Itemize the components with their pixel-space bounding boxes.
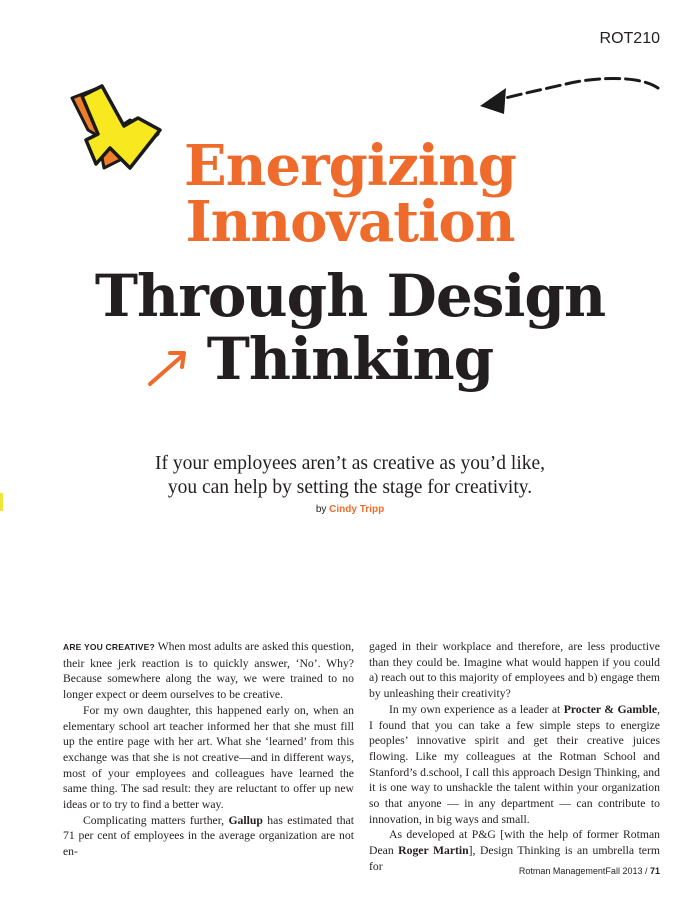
subtitle: If your employees aren’t as creative as you’d like, you can help by setting the stage for creativity.: [154, 453, 546, 498]
author-name: Cindy Tripp: [329, 504, 385, 515]
body-column-1: ARE YOU CREATIVE? When most adults are asked this question, their knee jerk reaction is to quickly answer, ‘No’. Why? Because somewhere along the way, we were trained to no longer expect or deem ourselves to be creative. For my own daughter, this happened early on, when an elementary school art teacher informed her that she must fill up the entire page with her art. What she ‘learned’ from this exchange was that she is not creative—and in different ways, most of your employees and colleagues have learned the same thing. The sad result: they are reluctant to offer up new ideas or to try to find a better way. Complicating matters further, Gallup has estimated that 71 per cent of employees in the average organization are not en-: [63, 640, 355, 859]
lead-in: ARE YOU CREATIVE?: [63, 642, 155, 652]
title-line-2: Innovation: [185, 189, 515, 255]
page-number: 71: [649, 866, 660, 876]
title-line-1: Energizing: [184, 133, 516, 199]
byline: by Cindy Tripp: [315, 504, 385, 515]
curved-dashed-arrow-icon: [470, 64, 670, 124]
page-footer: Rotman ManagementFall 2013 / 71: [518, 866, 660, 876]
title-line-3: Through Design: [94, 262, 606, 330]
body-column-2: gaged in their workplace and therefore, are less productive than they could be. Imagine what would happen if you could a) reach out to this majority of employees and b) engage them by unleashing their creativity? In my own experience as a leader at Procter & Gamble, I found that you can take a few simple steps to energize peoples’ innovative spirit and get their creative juices flowing. Like my colleagues at the Rotman School and Stanford’s d.school, I call this approach Design Thinking, and it is one way to unshackle the talent within your organization so that anyone — in any department — can contribute to innovation, in big ways and small. As developed at P&G [with the help of former Rotman Dean Roger Martin], Design Thinking is an umbrella term for: [369, 640, 660, 873]
article-code: ROT210: [599, 30, 660, 47]
title-line-4: Thinking: [206, 325, 494, 393]
